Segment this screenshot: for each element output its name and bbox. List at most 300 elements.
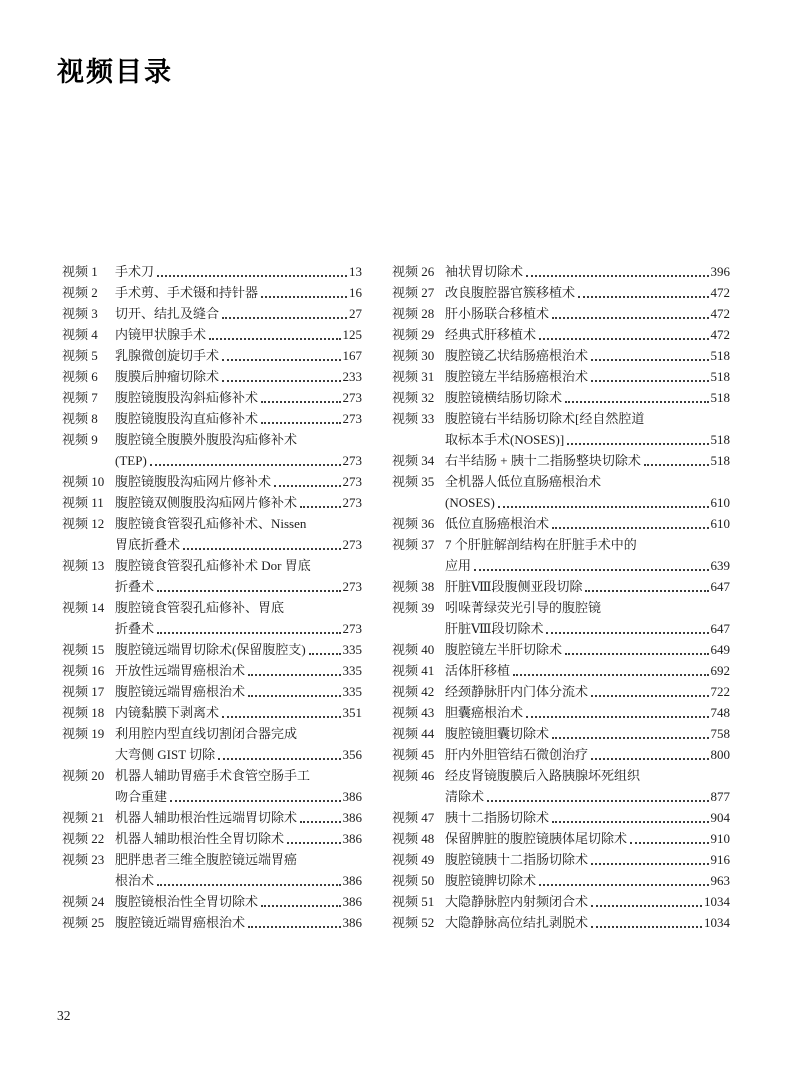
toc-entry-line — [445, 534, 730, 555]
toc-entry-page: 692 — [710, 663, 730, 678]
toc-entry — [62, 765, 362, 807]
toc-entry-label: 视频 42 — [392, 684, 435, 699]
toc-entry — [392, 513, 730, 534]
toc-entry-body — [115, 555, 362, 597]
toc-entry-page: 472 — [710, 306, 730, 321]
toc-entry-page: 386 — [342, 789, 362, 804]
toc-entry — [392, 597, 730, 639]
dot-leader — [591, 926, 702, 928]
toc-entry-page: 639 — [710, 558, 730, 573]
dot-leader — [218, 758, 340, 760]
toc-entry-page: 610 — [710, 495, 730, 510]
toc-entry-body — [115, 681, 362, 702]
toc-entry-title: 大弯侧 GIST 切除 — [115, 747, 216, 762]
toc-entry-title: 袖状胃切除术 — [445, 264, 524, 279]
toc-entry-label: 视频 1 — [62, 264, 98, 279]
toc-entry-line — [115, 828, 362, 849]
toc-entry — [62, 429, 362, 471]
toc-entry-line — [115, 597, 362, 618]
toc-entry-label: 视频 43 — [392, 705, 435, 720]
toc-entry-body — [115, 597, 362, 639]
toc-entry-page: 472 — [710, 285, 730, 300]
toc-entry-label: 视频 11 — [62, 495, 104, 510]
dot-leader — [150, 464, 341, 466]
toc-entry-body — [445, 261, 730, 282]
toc-entry-title: 手术剪、手术镊和持针器 — [115, 285, 259, 300]
toc-entry-title: 乳腺微创旋切手术 — [115, 348, 220, 363]
toc-entry-body — [445, 681, 730, 702]
toc-entry — [392, 366, 730, 387]
dot-leader — [261, 422, 340, 424]
toc-entry — [392, 912, 730, 933]
toc-entry — [392, 303, 730, 324]
toc-entry-title: 大隐静脉高位结扎剥脱术 — [445, 915, 589, 930]
toc-entry-line — [445, 807, 730, 828]
toc-entry-title: 腹腔镜远端胃切除术(保留腹腔支) — [115, 642, 306, 657]
toc-entry-title: 活体肝移植 — [445, 663, 511, 678]
toc-entry-title: 腹腔镜乙状结肠癌根治术 — [445, 348, 589, 363]
toc-entry-label: 视频 12 — [62, 516, 105, 531]
toc-entry-body — [445, 471, 730, 513]
toc-entry — [62, 408, 362, 429]
toc-entry-line — [115, 723, 362, 744]
page-number: 32 — [57, 1008, 71, 1023]
dot-leader — [565, 653, 708, 655]
toc-entry-page: 800 — [710, 747, 730, 762]
toc-entry-label: 视频 24 — [62, 894, 105, 909]
toc-entry-title: 清除术 — [445, 789, 485, 804]
toc-entry-page: 273 — [342, 579, 362, 594]
toc-entry — [392, 849, 730, 870]
toc-entry-page: 758 — [710, 726, 730, 741]
toc-entry-title: 腹腔镜食管裂孔疝修补、胃底 — [115, 600, 285, 615]
toc-entry-line — [445, 723, 730, 744]
toc-entry-title: 胃底折叠术 — [115, 537, 181, 552]
dot-leader — [591, 359, 708, 361]
dot-leader — [222, 380, 340, 382]
dot-leader — [261, 401, 340, 403]
toc-entry-label: 视频 28 — [392, 306, 435, 321]
toc-entry-line — [115, 324, 362, 345]
toc-entry — [392, 723, 730, 744]
dot-leader — [222, 716, 340, 718]
toc-entry-line — [115, 513, 362, 534]
dot-leader — [591, 758, 708, 760]
dot-leader — [585, 590, 708, 592]
dot-leader — [539, 338, 708, 340]
toc-entry-page: 1034 — [704, 894, 730, 909]
toc-entry-title: 腹腔镜胆囊切除术 — [445, 726, 550, 741]
toc-entry — [392, 324, 730, 345]
toc-entry-title: 腹腔镜腹股沟斜疝修补术 — [115, 390, 259, 405]
toc-entry-title: 肝脏Ⅷ段腹侧亚段切除 — [445, 579, 583, 594]
toc-entry — [62, 555, 362, 597]
toc-entry-body — [445, 702, 730, 723]
toc-entry-body — [115, 303, 362, 324]
dot-leader — [578, 296, 708, 298]
toc-entry — [62, 828, 362, 849]
toc-entry-page: 386 — [342, 810, 362, 825]
toc-entry-line — [115, 282, 362, 303]
toc-entry-page: 273 — [342, 474, 362, 489]
toc-entry-page: 904 — [710, 810, 730, 825]
toc-entry-title: 手术刀 — [115, 264, 155, 279]
toc-entry-page: 386 — [342, 915, 362, 930]
toc-entry-body — [445, 408, 730, 450]
toc-entry-page: 386 — [342, 894, 362, 909]
dot-leader — [300, 821, 340, 823]
toc-entry-label: 视频 41 — [392, 663, 435, 678]
toc-entry-title: 经典式肝移植术 — [445, 327, 537, 342]
toc-entry — [62, 345, 362, 366]
toc-entry-line — [115, 555, 362, 576]
dot-leader — [552, 527, 708, 529]
toc-entry-line — [115, 891, 362, 912]
toc-entry-label: 视频 20 — [62, 768, 105, 783]
toc-entry-title: 腹腔镜腹股沟直疝修补术 — [115, 411, 259, 426]
toc-entry-page: 273 — [342, 495, 362, 510]
toc-entry-body — [445, 849, 730, 870]
dot-leader — [274, 485, 340, 487]
dot-leader — [248, 695, 340, 697]
toc-entry-body — [115, 324, 362, 345]
dot-leader — [526, 275, 708, 277]
toc-entry-page: 722 — [710, 684, 730, 699]
toc-entry-label: 视频 35 — [392, 474, 435, 489]
toc-entry-page: 518 — [710, 453, 730, 468]
toc-entry-label: 视频 26 — [392, 264, 435, 279]
toc-entry-label: 视频 37 — [392, 537, 435, 552]
toc-entry — [392, 534, 730, 576]
dot-leader — [287, 842, 340, 844]
toc-entry-label: 视频 13 — [62, 558, 105, 573]
toc-entry-body — [115, 639, 362, 660]
toc-entry-title: 胰十二指肠切除术 — [445, 810, 550, 825]
toc-entry-label: 视频 30 — [392, 348, 435, 363]
toc-entry-label: 视频 14 — [62, 600, 105, 615]
toc-entry-title: 利用腔内型直线切割闭合器完成 — [115, 726, 298, 741]
toc-entry-label: 视频 38 — [392, 579, 435, 594]
toc-entry — [392, 282, 730, 303]
toc-entry — [62, 849, 362, 891]
toc-entry-page: 649 — [710, 642, 730, 657]
toc-entry — [62, 492, 362, 513]
toc-entry-line — [445, 366, 730, 387]
toc-entry-page: 13 — [349, 264, 362, 279]
toc-entry-page: 167 — [342, 348, 362, 363]
toc-entry — [62, 366, 362, 387]
toc-entry-body — [115, 765, 362, 807]
toc-entry — [62, 324, 362, 345]
toc-entry-title: 腹腔镜远端胃癌根治术 — [115, 684, 246, 699]
toc-entry-page: 386 — [342, 873, 362, 888]
toc-entry-title: 开放性远端胃癌根治术 — [115, 663, 246, 678]
toc-entry-label: 视频 10 — [62, 474, 105, 489]
toc-entry-line — [445, 744, 730, 765]
toc-entry-page: 125 — [342, 327, 362, 342]
dot-leader — [552, 821, 708, 823]
toc-entry — [392, 345, 730, 366]
toc-entry-body — [115, 387, 362, 408]
video-toc — [62, 261, 730, 933]
toc-entry — [392, 387, 730, 408]
toc-entry-line — [115, 366, 362, 387]
toc-entry-title: 内镜黏膜下剥离术 — [115, 705, 220, 720]
toc-entry-page: 273 — [342, 411, 362, 426]
toc-entry-body — [445, 513, 730, 534]
dot-leader — [309, 653, 341, 655]
toc-entry-label: 视频 9 — [62, 432, 98, 447]
dot-leader — [300, 506, 340, 508]
toc-entry-line — [445, 261, 730, 282]
dot-leader — [591, 380, 708, 382]
toc-entry — [62, 471, 362, 492]
toc-entry-title: 取标本手术(NOSES)] — [445, 432, 565, 447]
dot-leader — [170, 800, 340, 802]
toc-entry-title: 内镜甲状腺手术 — [115, 327, 207, 342]
toc-entry — [392, 702, 730, 723]
toc-entry-page: 233 — [342, 369, 362, 384]
toc-entry-line — [115, 408, 362, 429]
toc-entry-label: 视频 39 — [392, 600, 435, 615]
toc-entry-line — [115, 345, 362, 366]
toc-entry-title: 腹腔镜双侧腹股沟疝网片修补术 — [115, 495, 298, 510]
toc-entry-body — [445, 870, 730, 891]
toc-entry — [62, 891, 362, 912]
toc-entry-line — [115, 786, 362, 807]
toc-entry — [392, 471, 730, 513]
toc-entry-line — [115, 261, 362, 282]
toc-entry-title: 肝内外胆管结石微创治疗 — [445, 747, 589, 762]
toc-entry-title: 腹腔镜右半结肠切除术[经自然腔道 — [445, 411, 645, 426]
toc-entry — [392, 450, 730, 471]
toc-entry-label: 视频 3 — [62, 306, 98, 321]
toc-entry-line — [115, 303, 362, 324]
toc-entry-label: 视频 51 — [392, 894, 435, 909]
toc-entry-title: 机器人辅助根治性远端胃切除术 — [115, 810, 298, 825]
toc-entry-label: 视频 34 — [392, 453, 435, 468]
toc-entry-label: 视频 6 — [62, 369, 98, 384]
dot-leader — [498, 506, 709, 508]
toc-entry-page: 518 — [710, 369, 730, 384]
toc-entry-line — [445, 681, 730, 702]
toc-entry-line — [445, 765, 730, 786]
toc-entry-body — [115, 366, 362, 387]
toc-entry-label: 视频 19 — [62, 726, 105, 741]
toc-entry — [392, 408, 730, 450]
toc-entry-body — [445, 891, 730, 912]
toc-entry-line — [115, 807, 362, 828]
toc-entry — [62, 282, 362, 303]
dot-leader — [222, 317, 347, 319]
toc-entry-line — [445, 870, 730, 891]
toc-entry-line — [115, 765, 362, 786]
toc-entry-page: 472 — [710, 327, 730, 342]
toc-entry — [392, 681, 730, 702]
dot-leader — [157, 590, 340, 592]
toc-entry-line — [115, 450, 362, 471]
toc-entry-page: 335 — [342, 684, 362, 699]
toc-entry-page: 647 — [710, 621, 730, 636]
toc-entry — [392, 576, 730, 597]
toc-entry-title: (TEP) — [115, 453, 147, 468]
toc-entry — [392, 744, 730, 765]
toc-entry-body — [445, 387, 730, 408]
toc-entry-line — [115, 576, 362, 597]
toc-entry-line — [115, 429, 362, 450]
toc-entry-body — [115, 408, 362, 429]
toc-entry-label: 视频 21 — [62, 810, 105, 825]
toc-entry-title: 腹腔镜近端胃癌根治术 — [115, 915, 246, 930]
toc-entry-body — [445, 324, 730, 345]
toc-entry — [62, 387, 362, 408]
toc-entry — [62, 807, 362, 828]
toc-entry-body — [445, 723, 730, 744]
toc-entry-label: 视频 22 — [62, 831, 105, 846]
dot-leader — [209, 338, 340, 340]
toc-entry-title: 折叠术 — [115, 621, 155, 636]
toc-entry-body — [115, 471, 362, 492]
toc-entry-line — [445, 345, 730, 366]
toc-entry-title: (NOSES) — [445, 495, 495, 510]
toc-entry — [392, 891, 730, 912]
toc-entry-title: 腹腔镜横结肠切除术 — [445, 390, 563, 405]
toc-entry-body — [115, 492, 362, 513]
toc-entry-line — [445, 324, 730, 345]
toc-entry-body — [445, 639, 730, 660]
toc-entry-page: 273 — [342, 537, 362, 552]
toc-entry-body — [445, 828, 730, 849]
toc-entry-page: 396 — [710, 264, 730, 279]
toc-entry-body — [115, 891, 362, 912]
dot-leader — [261, 296, 347, 298]
dot-leader — [526, 716, 708, 718]
toc-entry-title: 腹腔镜食管裂孔疝修补术、Nissen — [115, 516, 307, 531]
toc-entry-body — [445, 282, 730, 303]
toc-entry-line — [445, 597, 730, 618]
toc-entry-line — [445, 912, 730, 933]
toc-entry-title: 腹腔镜全腹膜外腹股沟疝修补术 — [115, 432, 298, 447]
toc-entry-body — [115, 429, 362, 471]
toc-entry-label: 视频 25 — [62, 915, 105, 930]
toc-entry-body — [115, 513, 362, 555]
toc-entry-page: 877 — [710, 789, 730, 804]
toc-entry-line — [445, 639, 730, 660]
toc-entry-page: 610 — [710, 516, 730, 531]
toc-entry-page: 518 — [710, 348, 730, 363]
toc-entry-label: 视频 27 — [392, 285, 435, 300]
toc-entry — [62, 261, 362, 282]
toc-entry-page: 356 — [342, 747, 362, 762]
toc-entry-line — [445, 450, 730, 471]
toc-entry-line — [445, 555, 730, 576]
toc-entry-line — [115, 660, 362, 681]
toc-entry — [392, 807, 730, 828]
toc-entry-body — [115, 261, 362, 282]
toc-entry-title: 全机器人低位直肠癌根治术 — [445, 474, 602, 489]
toc-entry-line — [445, 492, 730, 513]
toc-entry-page: 351 — [342, 705, 362, 720]
toc-entry-title: 机器人辅助根治性全胃切除术 — [115, 831, 285, 846]
toc-entry-line — [115, 618, 362, 639]
toc-entry-line — [445, 618, 730, 639]
toc-entry-label: 视频 33 — [392, 411, 435, 426]
toc-entry-label: 视频 15 — [62, 642, 105, 657]
toc-entry-body — [115, 282, 362, 303]
toc-entry — [392, 870, 730, 891]
dot-leader — [157, 275, 347, 277]
toc-entry-label: 视频 49 — [392, 852, 435, 867]
toc-entry-title: 肝小肠联合移植术 — [445, 306, 550, 321]
dot-leader — [591, 695, 708, 697]
toc-entry-body — [115, 723, 362, 765]
toc-entry-body — [445, 912, 730, 933]
toc-entry-body — [445, 345, 730, 366]
dot-leader — [565, 401, 708, 403]
toc-entry-title: 大隐静脉腔内射频闭合术 — [445, 894, 589, 909]
toc-entry-label: 视频 47 — [392, 810, 435, 825]
toc-entry-label: 视频 8 — [62, 411, 98, 426]
toc-entry-line — [115, 744, 362, 765]
toc-entry-title: 改良腹腔器官簇移植术 — [445, 285, 576, 300]
toc-entry-line — [115, 534, 362, 555]
toc-entry-label: 视频 7 — [62, 390, 98, 405]
toc-entry-line — [445, 702, 730, 723]
toc-entry-line — [445, 408, 730, 429]
toc-entry-title: 肥胖患者三维全腹腔镜远端胃癌 — [115, 852, 298, 867]
toc-entry-label: 视频 48 — [392, 831, 435, 846]
dot-leader — [552, 317, 708, 319]
toc-entry-label: 视频 50 — [392, 873, 435, 888]
toc-entry-title: 7 个肝脏解剖结构在肝脏手术中的 — [445, 537, 637, 552]
toc-entry-title: 腹腔镜左半结肠癌根治术 — [445, 369, 589, 384]
toc-entry-page: 273 — [342, 453, 362, 468]
toc-entry-line — [445, 303, 730, 324]
toc-entry-line — [445, 660, 730, 681]
toc-entry — [392, 639, 730, 660]
toc-entry-page: 518 — [710, 390, 730, 405]
toc-entry — [62, 303, 362, 324]
toc-entry-body — [115, 702, 362, 723]
toc-entry-page: 27 — [349, 306, 362, 321]
toc-entry-label: 视频 5 — [62, 348, 98, 363]
dot-leader — [539, 884, 708, 886]
toc-entry-label: 视频 46 — [392, 768, 435, 783]
toc-entry-line — [115, 492, 362, 513]
toc-entry-body — [115, 660, 362, 681]
toc-entry-line — [445, 891, 730, 912]
toc-entry-line — [115, 387, 362, 408]
toc-entry — [62, 597, 362, 639]
toc-entry-page: 273 — [342, 621, 362, 636]
toc-entry-page: 910 — [710, 831, 730, 846]
toc-entry — [62, 681, 362, 702]
toc-entry-label: 视频 4 — [62, 327, 98, 342]
toc-entry — [62, 912, 362, 933]
toc-entry-line — [115, 912, 362, 933]
toc-entry-line — [115, 870, 362, 891]
toc-entry-body — [445, 576, 730, 597]
toc-entry-page: 916 — [710, 852, 730, 867]
toc-entry-body — [115, 849, 362, 891]
toc-entry-title: 腹腔镜左半肝切除术 — [445, 642, 563, 657]
page-title: 视频目录 — [57, 57, 173, 87]
dot-leader — [183, 548, 340, 550]
toc-entry-label: 视频 23 — [62, 852, 105, 867]
toc-entry-label: 视频 45 — [392, 747, 435, 762]
toc-entry — [392, 765, 730, 807]
toc-entry-title: 腹膜后肿瘤切除术 — [115, 369, 220, 384]
